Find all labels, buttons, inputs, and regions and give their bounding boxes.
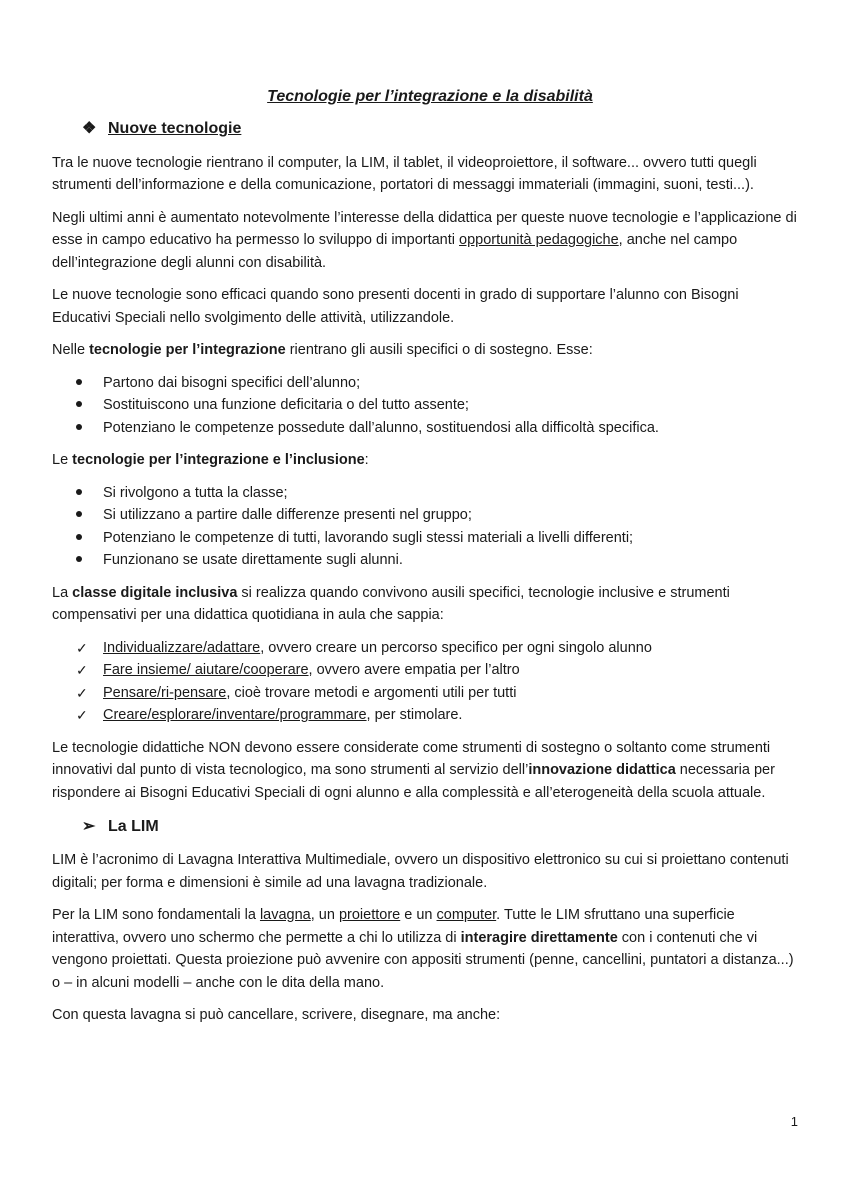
list-item [52,482,800,505]
list-item [52,659,800,682]
section-heading-la-lim [82,814,800,840]
underlined-run: lavagna [259,907,311,923]
list-item [52,549,800,572]
bullet-list [52,482,800,572]
list-item [52,704,800,727]
document-title: Tecnologie per l’integrazione e la disabilità [267,88,593,105]
text-run: necessaria per rispondere ai Bisogni Educativi Speciali di ogni alunno e alla complessità e all’eterogeneità della scuola attuale. [52,762,775,801]
list-item-text: Si rivolgono a tutta la classe; [103,484,288,501]
underlined-run: computer [436,907,497,923]
text-run: e un [400,907,437,923]
bold-run: tecnologie per l’integrazione [89,342,286,358]
paragraph [52,582,800,627]
paragraph [52,904,800,994]
text-run: Con questa lavagna si può cancellare, scrivere, disegnare, ma anche: [52,1007,501,1023]
paragraph [52,1004,800,1027]
text-run: . Tutte le LIM sfruttano una superficie interattiva, ovvero uno schermo che permette a chi lo utilizza di [52,907,735,946]
section-heading-text: Nuove tecnologie [108,120,242,138]
list-item [52,504,800,527]
list-item-text: Si utilizzano a partire dalle differenze presenti nel gruppo; [103,507,472,523]
text-run: : [364,452,369,468]
list-item-text: , ovvero creare un percorso specifico per ogni singolo alunno [260,639,652,656]
bullet-dot-icon [76,372,96,395]
list-item-text: , ovvero avere empatia per l’altro [308,662,520,678]
checkmark-icon: ✓ [76,707,88,723]
bullet-dot-icon [76,549,96,572]
text-run: Nelle [52,342,90,358]
bullet-dot-icon [76,504,96,527]
underlined-run: proiettore [338,907,401,923]
bullet-dot-icon [76,394,96,417]
text-run: Tra le nuove tecnologie rientrano il computer, la LIM, il tablet, il videoproiettore, il software... ovvero tutti quegli strumenti dell’informazione e della comunicazione, portatori di messaggi immateriali (immagini, suoni, testi...). [52,154,757,193]
page-number: 1 [790,1114,798,1129]
checkmark-icon: ✓ [76,662,88,678]
text-run: si realizza quando convivono ausili specifici, tecnologie inclusive e strumenti compensativi per una didattica quotidiana in aula che sappia: [52,584,730,623]
list-item [52,527,800,550]
bold-run: innovazione didattica [528,762,676,778]
list-item-text: , cioè trovare metodi e argomenti utili per tutti [226,684,517,701]
list-item-text: Potenziano le competenze possedute dall’alunno, sostituendosi alla difficoltà specifica. [103,419,659,436]
paragraph [52,339,800,362]
bold-run: classe digitale inclusiva [72,584,238,601]
text-run: rientrano gli ausili specifici o di sostegno. Esse: [285,342,593,358]
underlined-run: Fare insieme/ aiutare/cooperare [103,662,309,678]
list-item [52,682,800,705]
bullet-dot-icon [76,417,96,440]
underlined-run: Creare/esplorare/inventare/programmare [103,707,367,723]
underlined-run: opportunità pedagogiche [459,232,619,248]
list-item-text: Potenziano le competenze di tutti, lavorando sugli stessi materiali a livelli differenti; [103,529,634,546]
list-item [52,394,800,417]
text-run: Negli ultimi anni è aumentato notevolmente l’interesse della didattica per queste nuove tecnologie e l’applicazione di esse in campo educativo ha permesso lo sviluppo di importanti [52,209,797,248]
list-item [52,637,800,660]
underlined-run: Individualizzare/adattare [103,639,261,656]
underlined-run: Pensare/ri-pensare [103,684,227,701]
paragraph [52,152,800,197]
checkmark-list [52,637,800,727]
text-run: con i contenuti che vi vengono proiettati. Questa proiezione può avvenire con appositi strumenti (penne, cancellini, puntatori a distanza...) o – in alcuni modelli – anche con le dita della mano. [52,929,794,991]
list-item-text: Partono dai bisogni specifici dell’alunno; [103,374,361,391]
text-run: Le tecnologie didattiche NON devono essere considerate come strumenti di sostegno o soltanto come strumenti innovativi dal punto di vista tecnologico, ma sono strumenti al servizio dell’ [52,739,771,778]
text-run: LIM è l’acronimo di Lavagna Interattiva Multimediale, ovvero un dispositivo elettronico su cui si proiettano contenuti digitali; per forma e dimensioni è simile ad una lavagna tradizionale. [52,852,789,891]
list-item [52,372,800,395]
list-item-text: Sostituiscono una funzione deficitaria o del tutto assente; [103,397,469,413]
text-run: Le nuove tecnologie sono efficaci quando sono presenti docenti in grado di supportare l’alunno con Bisogni Educativi Speciali nello svolgimento delle attività, utilizzandole. [52,287,739,326]
text-run: , un [310,907,339,923]
bullet-list [52,372,800,440]
text-run: , anche nel campo dell’integrazione degli alunni con disabilità. [52,232,738,271]
bullet-dot-icon [76,527,96,550]
list-item-text: , per stimolare. [366,707,463,723]
bullet-dot-icon [76,482,96,505]
bold-run: interagire direttamente [460,929,618,946]
list-item [52,417,800,440]
checkmark-icon: ✓ [76,684,88,701]
document-body [52,86,800,1037]
diamond-bullet-icon: ❖ [82,120,97,138]
arrow-bullet-icon: ➢ [82,817,96,835]
list-item-text: Funzionano se usate direttamente sugli alunni. [103,552,403,568]
text-run: La [52,584,73,601]
paragraph [52,284,800,329]
section-heading-text: La LIM [108,817,159,835]
paragraph [52,207,800,275]
text-run: Per la LIM sono fondamentali la [52,907,260,923]
checkmark-icon: ✓ [76,639,88,656]
paragraph [52,449,800,472]
bold-run: tecnologie per l’integrazione e l’inclusione [72,452,365,468]
paragraph [52,737,800,805]
section-heading-nuove-tecnologie [82,117,800,143]
text-run: Le [52,452,73,468]
paragraph [52,849,800,894]
